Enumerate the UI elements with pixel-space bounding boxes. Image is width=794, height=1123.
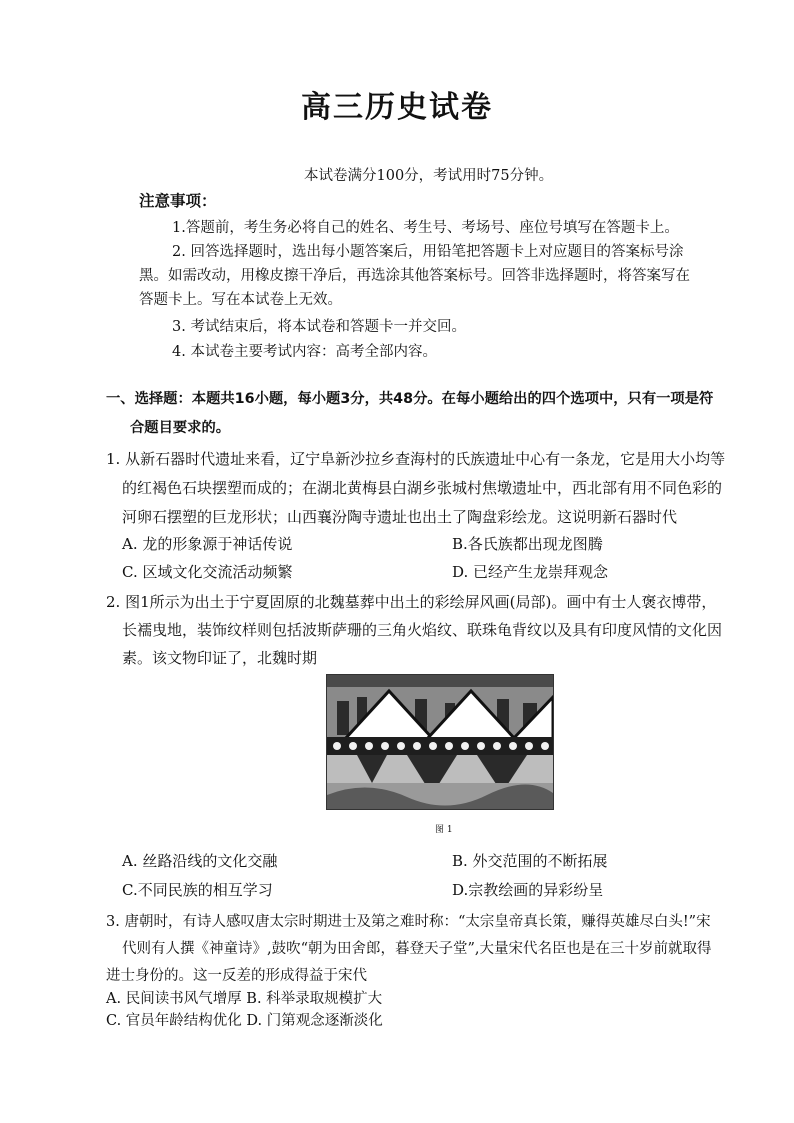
notice-line: 2. 回答选择题时，选出每小题答案后，用铅笔把答题卡上对应题目的答案标号涂 — [172, 244, 684, 260]
notice-heading: 注意事项： — [139, 192, 217, 210]
page-title: 高三历史试卷 — [301, 90, 493, 125]
option-a: A. 丝路沿线的文化交融 — [122, 852, 278, 870]
section-heading: 一、选择题：本题共16小题，每小题3分，共48分。在每小题给出的四个选项中，只有一项是符 — [106, 391, 714, 407]
question-2-text: 长襦曳地，装饰纹样则包括波斯萨珊的三角火焰纹、联珠龟背纹以及具有印度风情的文化因 — [122, 621, 723, 639]
option-cd: C. 官员年龄结构优化 D. 门第观念逐渐淡化 — [106, 1013, 383, 1029]
option-b: B.各氏族都出现龙图腾 — [452, 535, 603, 553]
option-a: A. 龙的形象源于神话传说 — [122, 535, 293, 553]
question-2-text: 2. 图1所示为出土于宁夏固原的北魏墓葬中出土的彩绘屏风画(局部)。画中有士人褒衣博带， — [106, 593, 717, 611]
figure-1-image — [326, 674, 554, 810]
question-3-text: 代则有人撰《神童诗》,鼓吹“朝为田舍郎，暮登天子堂”,大量宋代名臣也是在三十岁前就取得 — [122, 941, 712, 957]
notice-line: 答题卡上。写在本试卷上无效。 — [139, 292, 342, 308]
question-3-text: 进士身份的。这一反差的形成得益于宋代 — [106, 968, 367, 984]
option-c: C. 区域文化交流活动频繁 — [122, 563, 293, 581]
notice-line: 黑。如需改动，用橡皮擦干净后，再选涂其他答案标号。回答非选择题时，将答案写在 — [139, 268, 690, 284]
option-c: C.不同民族的相互学习 — [122, 881, 273, 899]
question-1-text: 的红褐色石块摆塑而成的；在湖北黄梅县白湖乡张城村焦墩遗址中，西北部有用不同色彩的 — [122, 479, 723, 497]
option-d: D.宗教绘画的异彩纷呈 — [452, 881, 604, 899]
question-3-text: 3. 唐朝时，有诗人感叹唐太宗时期进士及第之难时称：“太宗皇帝真长策，赚得英雄尽白头!”宋 — [106, 914, 711, 930]
exam-info: 本试卷满分100分，考试用时75分钟。 — [304, 168, 554, 184]
option-d: D. 已经产生龙崇拜观念 — [452, 563, 609, 581]
notice-line: 1.答题前，考生务必将自己的姓名、考生号、考场号、座位号填写在答题卡上。 — [172, 220, 679, 236]
question-1-text: 河卵石摆塑的巨龙形状；山西襄汾陶寺遗址也出土了陶盘彩绘龙。这说明新石器时代 — [122, 508, 678, 526]
figure-1-caption: 图 1 — [435, 825, 453, 835]
option-ab: A. 民间读书风气增厚 B. 科举录取规模扩大 — [106, 991, 383, 1007]
section-heading-cont: 合题目要求的。 — [130, 420, 231, 436]
question-1-text: 1. 从新石器时代遗址来看，辽宁阜新沙拉乡查海村的氏族遗址中心有一条龙，它是用大小均等 — [106, 450, 726, 468]
option-b: B. 外交范围的不断拓展 — [452, 852, 608, 870]
notice-line: 3. 考试结束后，将本试卷和答题卡一并交回。 — [172, 319, 466, 335]
notice-line: 4. 本试卷主要考试内容：高考全部内容。 — [172, 344, 437, 360]
question-2-text: 素。该文物印证了，北魏时期 — [122, 649, 318, 667]
